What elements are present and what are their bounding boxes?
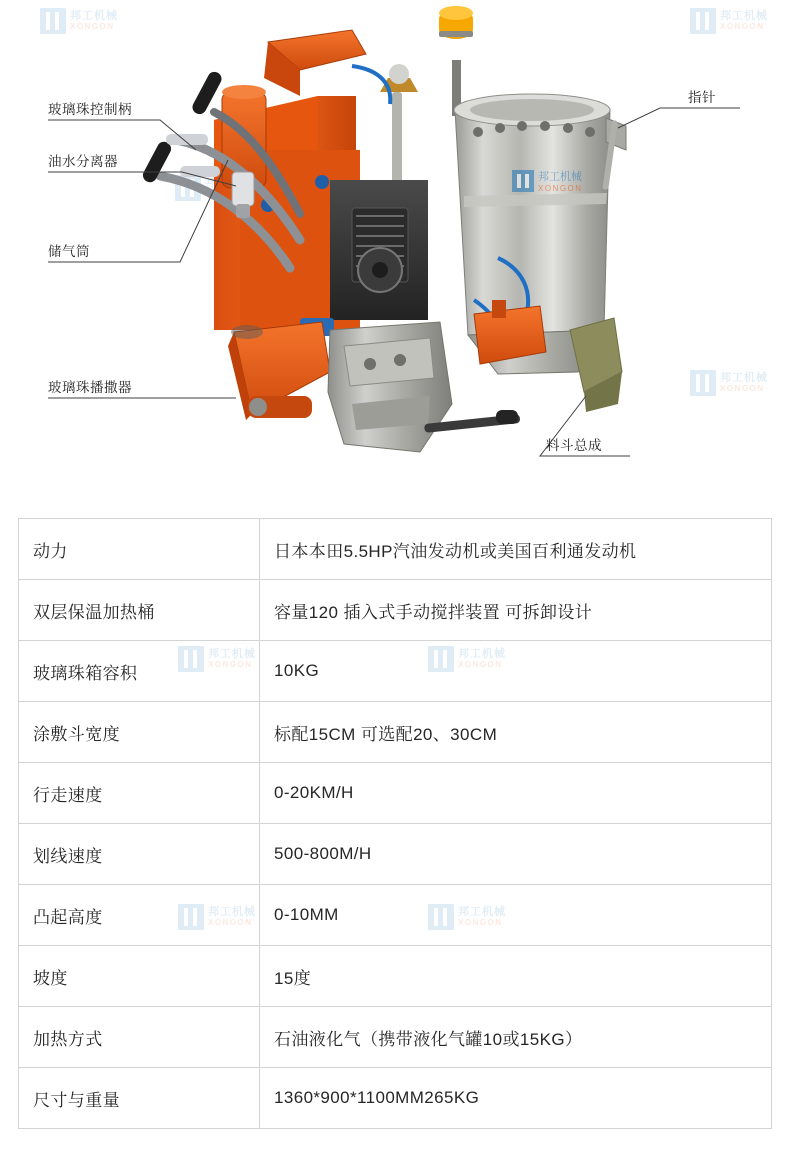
spec-key: 凸起高度 (19, 885, 260, 946)
spec-key: 涂敷斗宽度 (19, 702, 260, 763)
spec-value: 0-10MM (260, 885, 772, 946)
wheels (231, 325, 263, 339)
table-row (19, 641, 772, 702)
spec-key: 坡度 (19, 946, 260, 1007)
watermark-brand-en: XONGON (458, 659, 503, 669)
table-row (19, 519, 772, 580)
watermark-brand-en: XONGON (720, 383, 765, 393)
spec-key: 行走速度 (19, 763, 260, 824)
handle-grips (140, 69, 223, 184)
svg-text:XONGON: XONGON (538, 184, 583, 193)
table-row (19, 763, 772, 824)
spec-key: 玻璃珠箱容积 (19, 641, 260, 702)
watermark-brand-cn: 邦工机械 (720, 10, 768, 23)
spec-key: 加热方式 (19, 1007, 260, 1068)
callout-glass-bead-control-handle: 玻璃珠控制柄 (48, 102, 132, 117)
product-illustration (0, 0, 790, 500)
spec-key: 划线速度 (19, 824, 260, 885)
spec-value: 日本本田5.5HP汽油发动机或美国百利通发动机 (260, 519, 772, 580)
watermark-brand-cn: 邦工机械 (720, 372, 768, 385)
spec-value: 15度 (260, 946, 772, 1007)
specification-table-wrapper (18, 518, 772, 1129)
beacon-light (439, 6, 473, 116)
spec-key: 双层保温加热桶 (19, 580, 260, 641)
spec-value: 石油液化气（携带液化气罐10或15KG） (260, 1007, 772, 1068)
watermark-brand-en: XONGON (208, 917, 253, 927)
watermark-brand-cn: 邦工机械 (208, 906, 256, 919)
callout-glass-bead-spreader: 玻璃珠播撒器 (48, 380, 132, 395)
table-row (19, 1007, 772, 1068)
watermark-brand-en: XONGON (458, 917, 503, 927)
specification-table (18, 518, 772, 1129)
table-row (19, 824, 772, 885)
spec-key: 尺寸与重量 (19, 1068, 260, 1129)
table-row (19, 1068, 772, 1129)
table-row (19, 885, 772, 946)
watermark-brand-en: XONGON (720, 21, 765, 31)
table-row (19, 702, 772, 763)
watermark-brand-cn: 邦工机械 (70, 10, 118, 23)
callout-oil-water-separator: 油水分离器 (48, 154, 118, 169)
table-row (19, 580, 772, 641)
spec-value: 10KG (260, 641, 772, 702)
spec-value: 容量120 插入式手动搅拌装置 可拆卸设计 (260, 580, 772, 641)
callout-pointer: 指针 (688, 90, 716, 105)
watermark-brand-en: XONGON (208, 659, 253, 669)
watermark-brand-cn: 邦工机械 (208, 648, 256, 661)
spec-value: 标配15CM 可选配20、30CM (260, 702, 772, 763)
hopper-assembly (570, 318, 622, 412)
table-row (19, 946, 772, 1007)
spec-key: 动力 (19, 519, 260, 580)
watermark-brand-cn: 邦工机械 (458, 648, 506, 661)
road-marking-machine-image (0, 0, 790, 500)
spec-value: 0-20KM/H (260, 763, 772, 824)
svg-text:邦工机械: 邦工机械 (538, 171, 582, 183)
watermark-brand-cn: 邦工机械 (458, 906, 506, 919)
tank-brand-plate (512, 169, 583, 193)
spec-value: 1360*900*1100MM265KG (260, 1068, 772, 1129)
callout-hopper-assembly: 料斗总成 (546, 438, 602, 453)
callout-air-storage-tank: 储气筒 (48, 244, 90, 259)
watermark-brand-en: XONGON (70, 21, 115, 31)
spec-value: 500-800M/H (260, 824, 772, 885)
application-shoe (328, 322, 452, 452)
